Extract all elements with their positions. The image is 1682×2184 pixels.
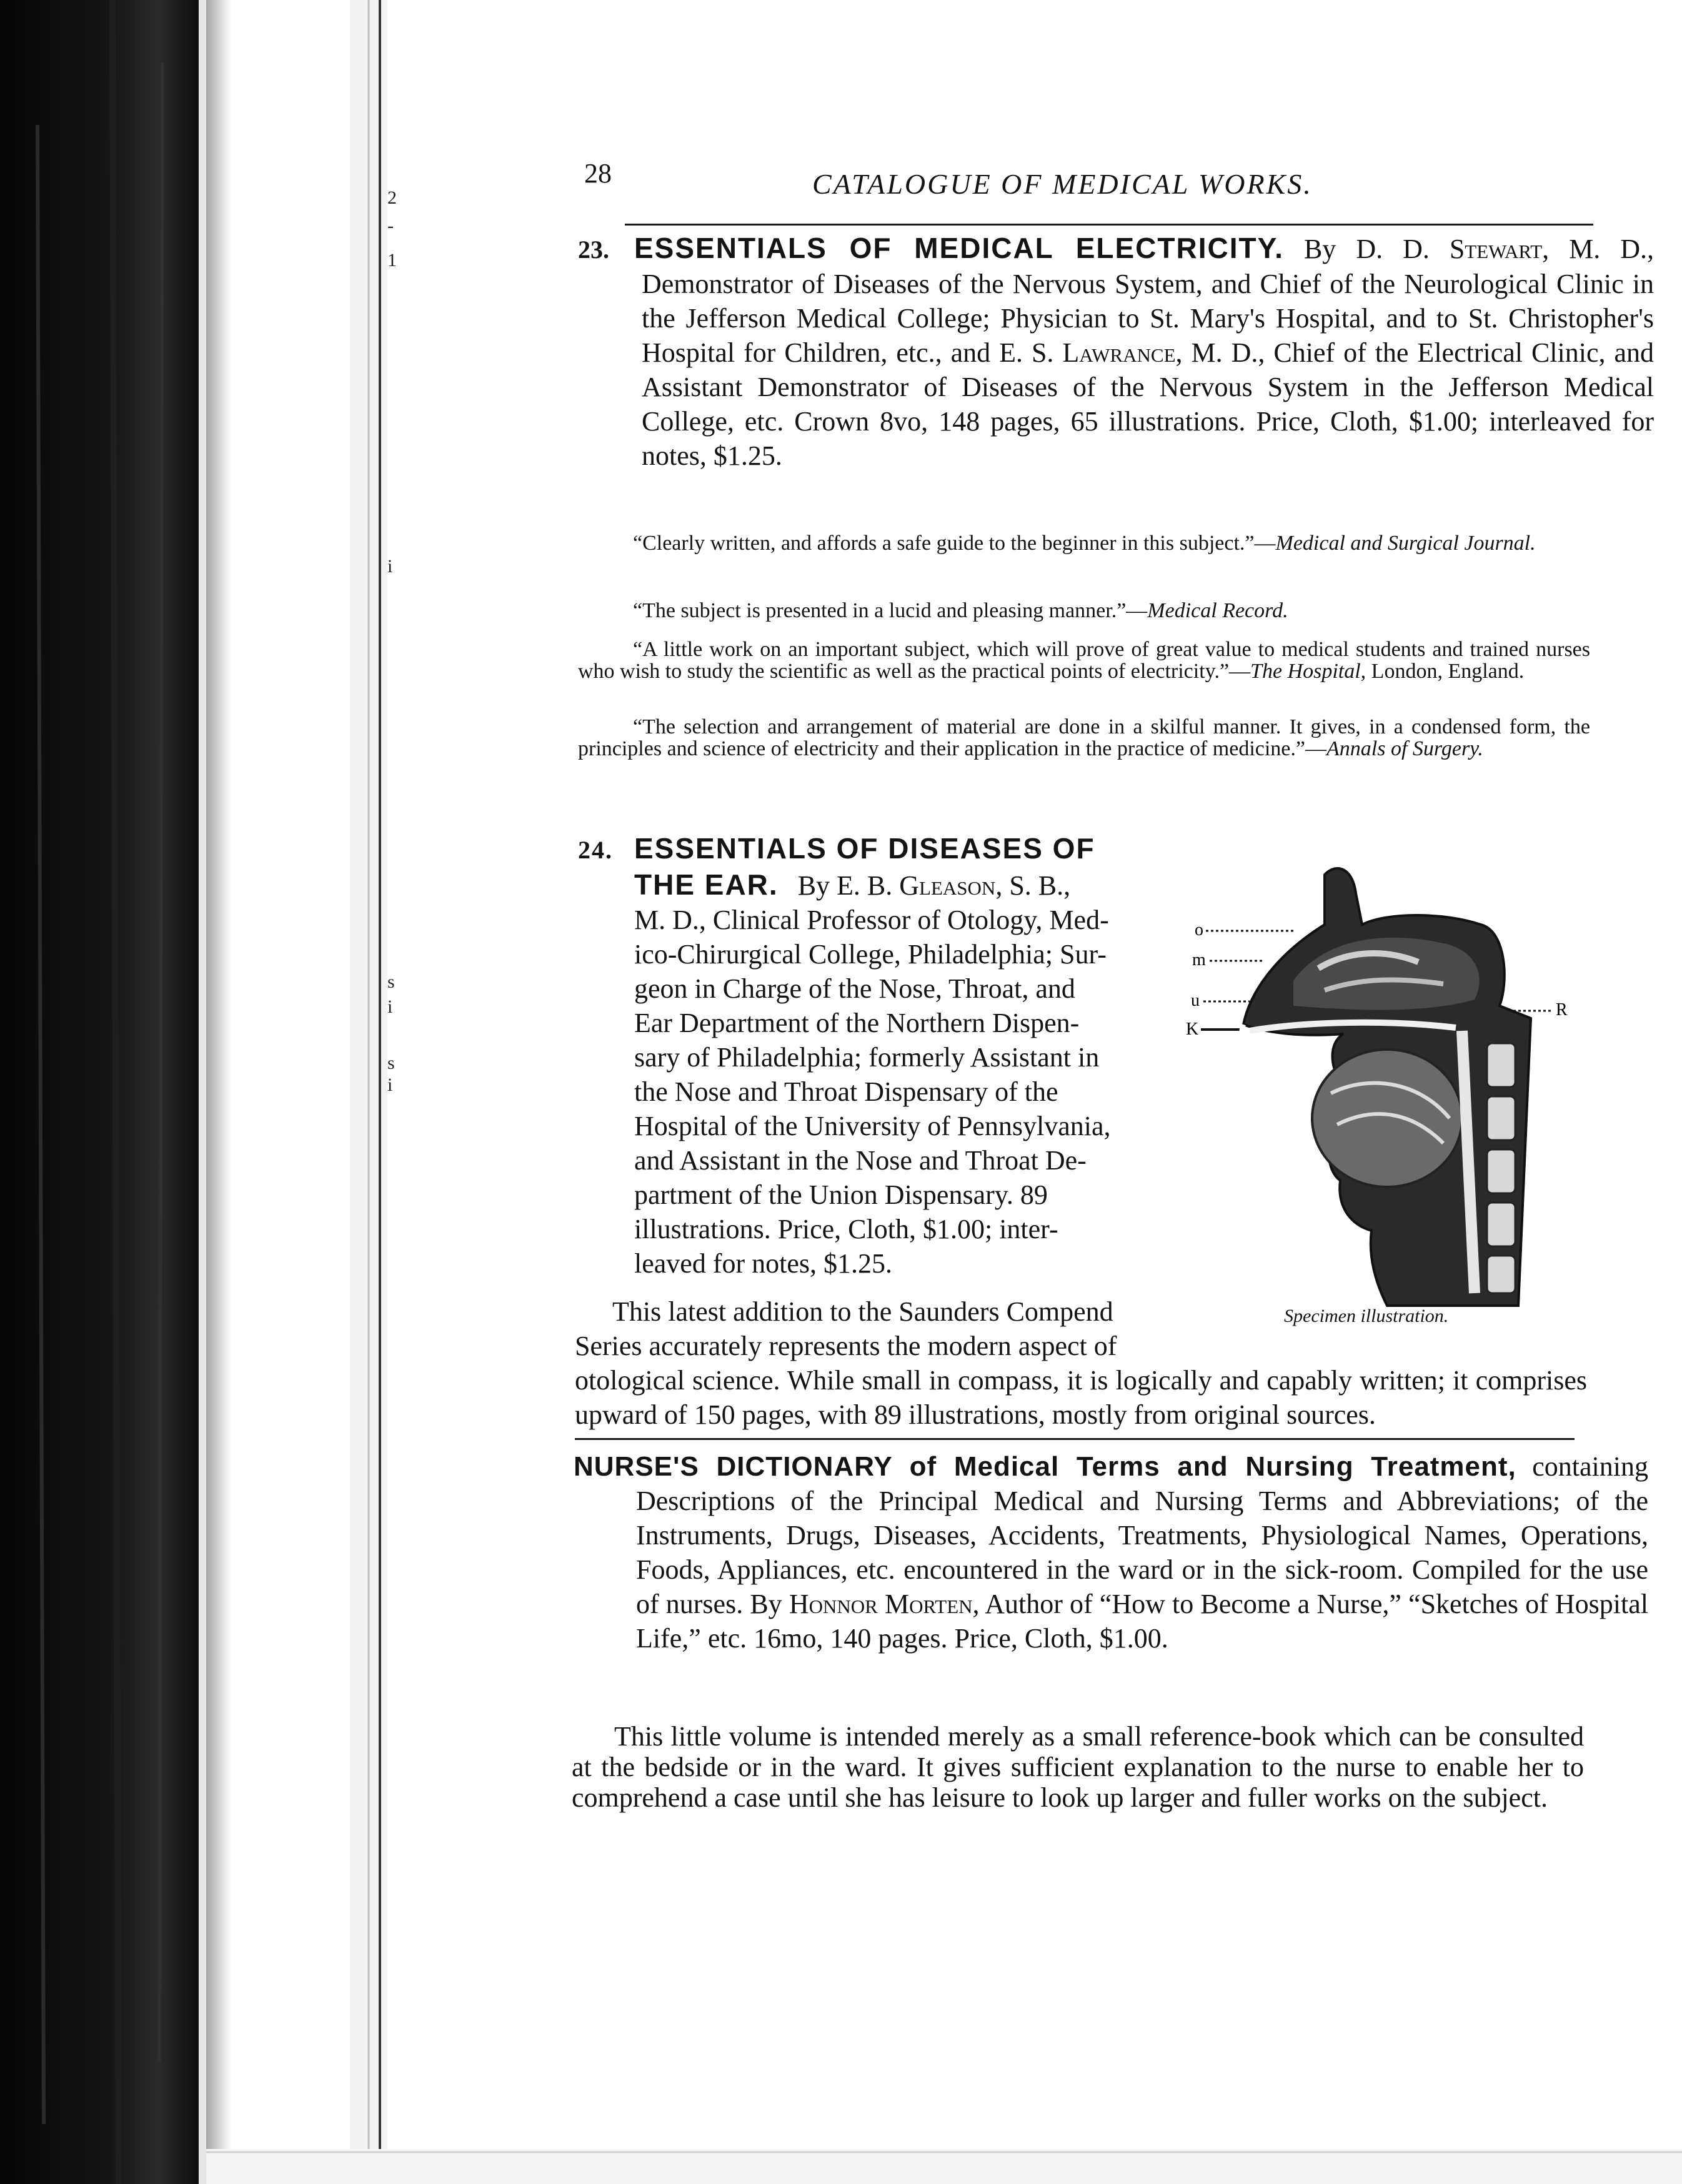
entry-note: This little volume is intended merely as a small reference-book which can be consulted at the bedside or in the ward. It gives sufficient explanation to the nurse to enable her to comprehend a case until she has leisure to look up larger and fuller works on the subject. [572, 1721, 1584, 1813]
entry-line: This latest addition to the Saunders Compend [612, 1296, 1113, 1327]
entry-line: leaved for notes, $1.25. [634, 1248, 892, 1279]
edge-mark: - [387, 216, 394, 236]
review-source: Medical and Surgical Journal. [1275, 532, 1536, 555]
review-text: “The selection and arrangement of material are done in a skilful manner. It gives, in a condensed form, the principles and science of electricity and their application in the practice of medicine.”— [578, 715, 1590, 760]
entry-description: , M. D., Chief of the Electrical Clinic, and Assistant Demonstrator of Diseases of the Nervous System in the Jefferson Medical College, etc. Crown 8vo, 148 pages, 65 illustrations. Price, Cloth, $1.00; interleaved for notes, $1.25. [642, 337, 1655, 471]
edge-mark: 1 [387, 250, 397, 271]
entry-note-continued: otological science. While small in compass, it is logically and capably written; it comprises upward of 150 pages, with 89 illustrations, mostly from original sources. [575, 1365, 1587, 1430]
figure-label-R: R [1556, 1000, 1568, 1020]
entry-title: NURSE'S DICTIONARY of Medical Terms and Nursing Treatment, [574, 1451, 1516, 1482]
entry-line: illustrations. Price, Cloth, $1.00; inter- [634, 1214, 1058, 1244]
entry-title-line: THE EAR. By E. B. Gleason, S. B., [634, 868, 1071, 901]
entry-nurses-dictionary [574, 1449, 1648, 1655]
edge-mark: i [387, 556, 393, 577]
edge-mark: i [387, 1075, 393, 1095]
edge-mark: s [387, 1053, 395, 1073]
review-text: London, England. [1366, 660, 1525, 683]
entry-line: partment of the Union Dispensary. 89 [634, 1179, 1048, 1210]
edge-mark: s [387, 971, 395, 992]
review-source: Annals of Surgery. [1326, 737, 1483, 760]
entry-description: , Author of “How to Become a Nurse,” “Sketches of Hospital Life,” etc. 16mo, 140 pages. Price, Cloth, $1.00. [636, 1589, 1649, 1654]
specimen-illustration [1181, 856, 1581, 1324]
running-title: CATALOGUE OF MEDICAL WORKS. [812, 168, 1313, 200]
entry-number: 23. [578, 236, 609, 264]
review-quote [578, 638, 1590, 682]
review-text: “A little work on an important subject, which will prove of great value to medical students and trained nurses who wish to study the scientific as well as the practical points of electricity.”— [578, 638, 1590, 683]
author-name: Honnor Morten [789, 1589, 973, 1619]
header-rule [625, 224, 1593, 226]
figure-label-u: u [1191, 991, 1200, 1010]
review-text: “The subject is presented in a lucid and pleasing manner.”— [633, 599, 1148, 622]
entry-title: ESSENTIALS OF DISEASES OF [634, 832, 1095, 865]
entry-23 [578, 231, 1654, 473]
entry-note [575, 1294, 1175, 1363]
author-name: E. S. Lawrance [999, 337, 1176, 368]
figure-label-o: o [1195, 920, 1203, 940]
review-text: “Clearly written, and affords a safe guide to the beginner in this subject.”— [633, 532, 1276, 555]
edge-mark: 2 [387, 187, 397, 208]
entry-title: ESSENTIALS OF MEDICAL ELECTRICITY. [634, 232, 1284, 264]
entry-line: the Nose and Throat Dispensary of the [634, 1076, 1058, 1107]
entry-line: M. D., Clinical Professor of Otology, Med- [634, 905, 1109, 935]
book-spine [0, 0, 199, 2184]
section-rule [575, 1438, 1575, 1440]
entry-title-line [578, 831, 1178, 868]
entry-line: and Assistant in the Nose and Throat De- [634, 1145, 1087, 1176]
figure-label-m: m [1192, 950, 1206, 970]
page-number: 28 [584, 158, 612, 189]
entry-number: 24. [578, 836, 613, 864]
by-label: By [1303, 234, 1336, 264]
entry-title: THE EAR. [634, 868, 779, 901]
figure-label-K: K [1186, 1020, 1199, 1039]
entry-line: Hospital of the University of Pennsylvania, [634, 1111, 1111, 1141]
entry-line: geon in Charge of the Nose, Throat, and [634, 973, 1075, 1004]
review-source: The Hospital, [1250, 660, 1366, 683]
entry-line: ico-Chirurgical College, Philadelphia; Sur- [634, 939, 1107, 970]
review-quote [578, 716, 1590, 760]
by-label: By [797, 870, 830, 901]
review-source: Medical Record. [1147, 599, 1288, 622]
author-name: E. B. Gleason [837, 870, 996, 901]
author-name: D. D. Stewart [1356, 234, 1543, 264]
entry-line: Series accurately represents the modern aspect of [575, 1331, 1117, 1361]
edge-mark: i [387, 996, 393, 1017]
figure-caption: Specimen illustration. [1284, 1306, 1449, 1326]
review-quote [578, 600, 1590, 622]
review-quote [578, 532, 1590, 554]
entry-description: , M. D., Demonstrator of Diseases of the Nervous System, and Chief of the Neurological Clinic in the Jefferson Medical College; Physician to St. Mary's Hospital, and to St. Christopher's Hospital for Children, etc., and [642, 234, 1655, 368]
entry-line: Ear Department of the Northern Dispen- [634, 1008, 1080, 1038]
entry-24 [578, 831, 1178, 1281]
entry-line: sary of Philadelphia; formerly Assistant in [634, 1042, 1100, 1073]
entry-description: containing Descriptions of the Principal Medical and Nursing Terms and Abbreviations; of the Instruments, Drugs, Diseases, Accidents, Treatments, Physiological Names, Operations, Foods, Appliances, etc. encountered in the ward or in the sick-room. Compiled for the use of nurses. By [636, 1451, 1649, 1619]
